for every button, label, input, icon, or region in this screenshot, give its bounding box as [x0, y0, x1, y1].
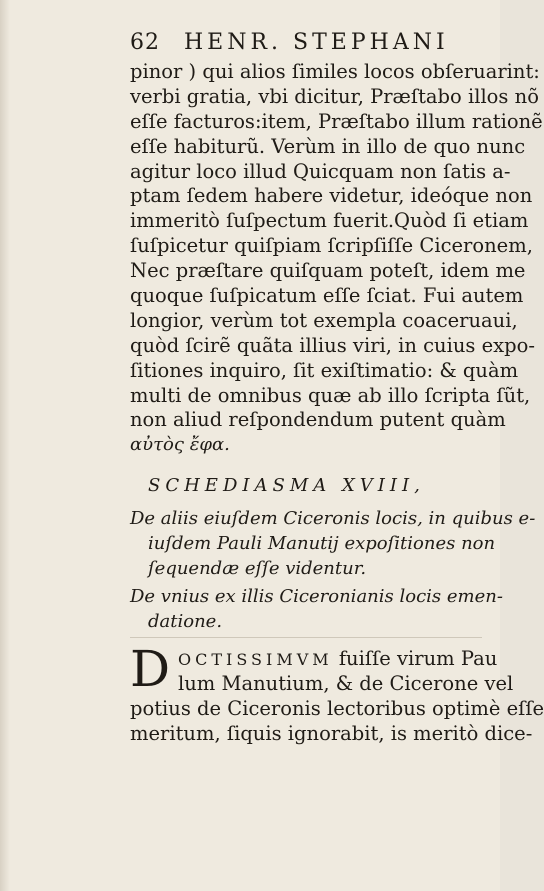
running-title: HENR. STEPHANI [184, 30, 449, 55]
text-line: ſitiones inquiro, ſit exiſtimatio: & quàm [130, 358, 519, 382]
section-summary-2 [130, 585, 503, 635]
text-line: lum Manutium, & de Cicerone vel [178, 671, 514, 695]
text-line: longior, verùm tot exempla coaceruaui, [130, 308, 518, 332]
summary-line: datione. [148, 610, 223, 632]
text-line: quoque ſuſpicatum eſſe ſciat. Fui autem [130, 284, 524, 308]
divider [130, 637, 482, 638]
text-line: pinor ) qui alios ſimiles locos obſeruarint: [130, 60, 540, 83]
text-line: meritum, ſiquis ignorabit, is meritò dice- [130, 721, 533, 745]
smallcaps-word: OCTISSIMVM [178, 650, 333, 669]
text-line: non aliud reſpondendum putent quàm [130, 408, 506, 432]
text-line [130, 647, 498, 672]
text-line: verbi gratia, vbi dicitur, Præſtabo illos nõ [130, 84, 539, 108]
text-line: Nec præſtare quiſquam poteſt, idem me [130, 259, 526, 283]
text-line: quòd ſcirẽ quãta illius viri, in cuius expo- [130, 333, 535, 357]
summary-line: ſequendæ eſſe videntur. [148, 557, 367, 579]
text-fragment: fuiſſe virum Pau [332, 647, 498, 670]
page-header [130, 30, 460, 60]
text-line: ptam ſedem habere videtur, ideóque non [130, 184, 533, 208]
section-heading: SCHEDIASMA XVIII, [148, 475, 425, 496]
text-line: ſuſpicetur quiſpiam ſcripſiſſe Ciceronem, [130, 234, 533, 258]
text-line: eſſe facturos:item, Præſtabo illum rationẽ [130, 109, 543, 133]
summary-line: De vnius ex illis Ciceronianis locis emen- [130, 586, 503, 607]
summary-line: De aliis eiuſdem Ciceronis locis, in quibus e- [130, 508, 536, 529]
text-line: agitur loco illud Quicquam non ſatis a- [130, 159, 511, 183]
text-line: potius de Ciceronis lectoribus optimè eſſe [130, 696, 544, 720]
paragraph-new [130, 647, 544, 747]
paragraph-continued [130, 60, 543, 458]
greek-phrase: αὐτὸς ἔφα. [130, 434, 230, 456]
page-number: 62 [130, 30, 160, 55]
section-summary [130, 507, 536, 582]
summary-line: iuſdem Pauli Manutij expoſitiones non [148, 532, 496, 554]
text-line: eſſe habiturũ. Verùm in illo de quo nunc [130, 134, 526, 158]
drop-capital: D [130, 640, 171, 698]
text-line: immeritò ſuſpectum fuerit.Quòd ſi etiam [130, 209, 529, 233]
text-line: multi de omnibus quæ ab illo ſcripta ſũt, [130, 383, 531, 407]
